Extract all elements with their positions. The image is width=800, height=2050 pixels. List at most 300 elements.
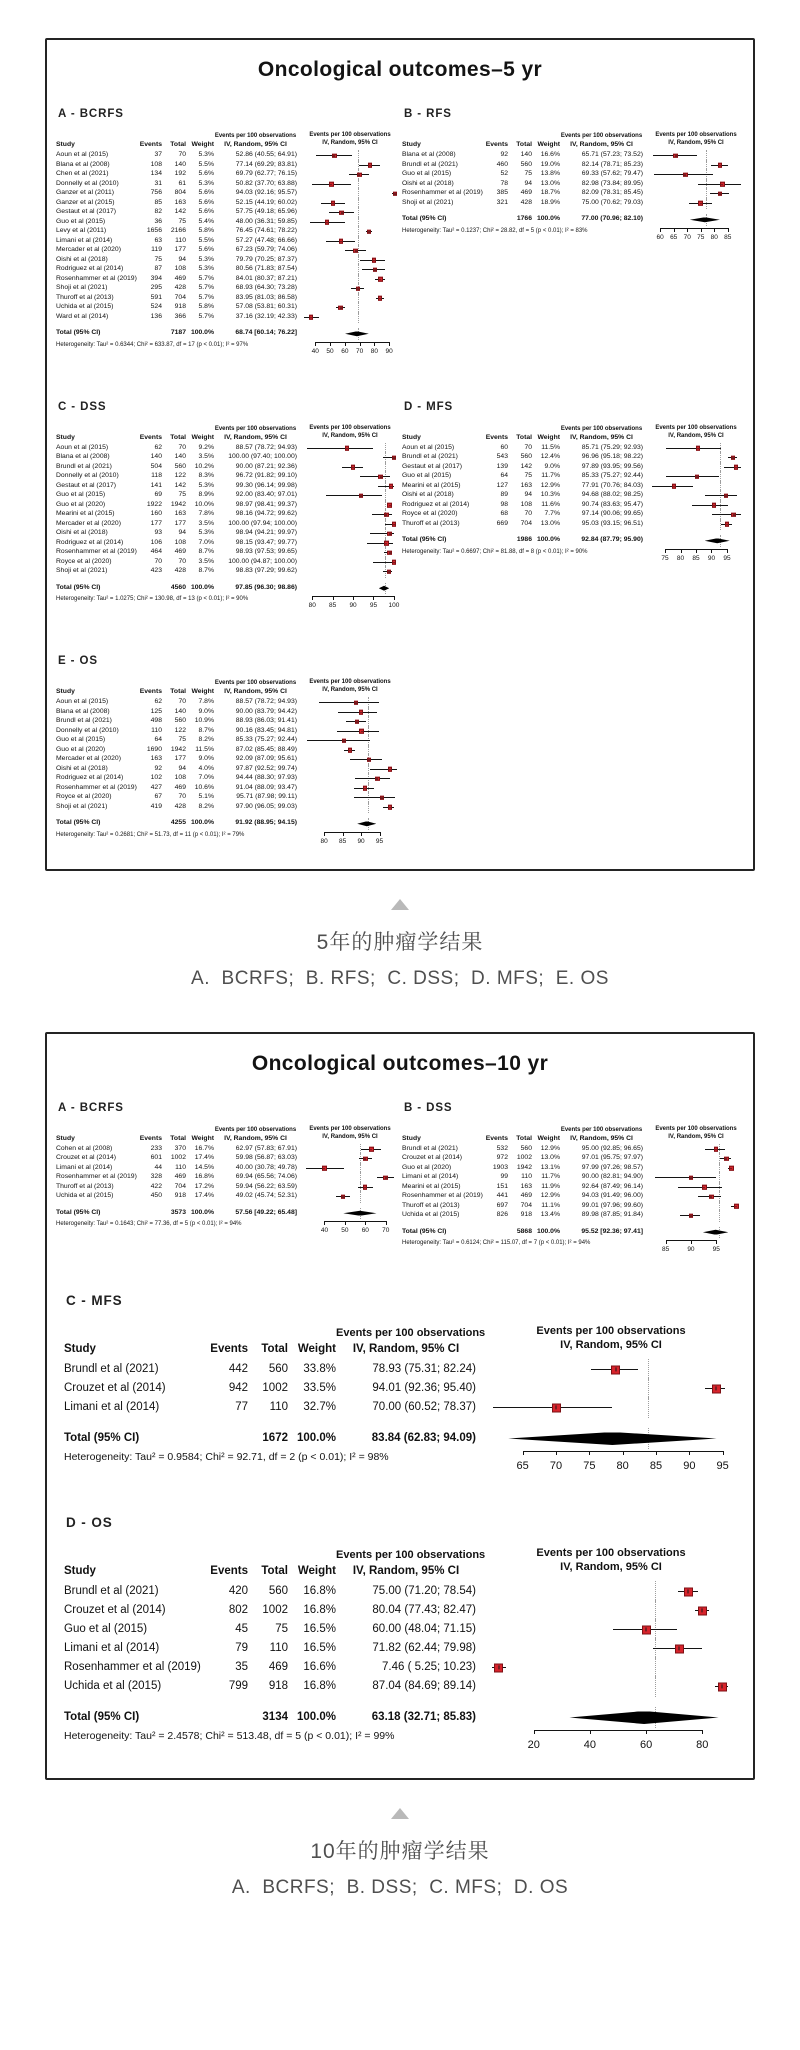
total-diamond (345, 331, 369, 336)
estimate-ci-text: 88.57 (78.72; 94.93) (235, 698, 297, 706)
forest-panel-mfs (402, 401, 744, 614)
x-axis-tick (373, 596, 374, 600)
total-value: 918 (268, 1679, 288, 1692)
study-row (402, 180, 744, 190)
effect-square (552, 1403, 561, 1412)
study-name: Limani et al (2014) (402, 1173, 459, 1181)
study-name: Aoun et al (2015) (56, 698, 109, 706)
weight-value: 9.2% (198, 443, 214, 451)
study-row (402, 1183, 744, 1193)
total-col-header: Total (261, 1343, 288, 1356)
total-row (64, 1708, 740, 1727)
ci-plot (302, 746, 398, 756)
x-axis-tick (714, 228, 715, 232)
effect-square (729, 1166, 734, 1171)
weight-col-header: Weight (297, 1565, 336, 1578)
ci-plot (302, 444, 398, 454)
ci-plot (648, 1183, 744, 1193)
events-value: 102 (150, 774, 162, 782)
ci-plot (302, 1173, 398, 1183)
caption-5yr-items: A. BCRFS; B. RFS; C. DSS; D. MFS; E. OS (191, 967, 609, 989)
heterogeneity-wrap (402, 549, 648, 555)
estimate-ci-text: 52.86 (40.55; 64.91) (235, 151, 297, 159)
estimate-ci-text: 71.82 (62.44; 79.98) (372, 1641, 476, 1654)
study-name: Rodriguez et al (2014) (402, 500, 470, 508)
study-row (402, 161, 744, 171)
study-row (56, 746, 398, 756)
weight-value: 12.9% (540, 481, 560, 489)
study-row (56, 736, 398, 746)
total-value: 142 (174, 481, 186, 489)
ci-plot (648, 161, 744, 171)
estimate-ci-text: 98.15 (93.47; 99.77) (235, 538, 297, 546)
x-axis-tick (324, 1221, 325, 1225)
panel-label: B - RFS (404, 108, 452, 120)
ci-plot (486, 1582, 736, 1601)
weight-value: 16.8% (303, 1679, 336, 1692)
weight-value: 10.9% (194, 717, 214, 725)
effect-square (695, 475, 700, 480)
x-axis-tick-label: 80 (676, 554, 685, 562)
effect-square (309, 315, 314, 320)
caption-triangle-icon (391, 1808, 409, 1819)
x-axis-tick (665, 549, 666, 553)
estimate-ci-text: 92.00 (83.40; 97.01) (235, 491, 297, 499)
study-name: Royce et al (2020) (56, 557, 112, 565)
events-value: 70 (154, 557, 162, 565)
effect-square (387, 551, 392, 556)
ci-line (354, 797, 395, 798)
estimate-ci-text: 98.94 (94.21; 99.97) (235, 529, 297, 537)
ci-col-header: IV, Random, 95% CI (570, 141, 633, 149)
total-value: 140 (174, 160, 186, 168)
ci-plot (302, 284, 398, 294)
total-value: 75 (524, 472, 532, 480)
estimate-ci-text: 80.04 (77.43; 82.47) (372, 1603, 476, 1616)
reference-line (655, 1657, 656, 1678)
effect-square (387, 570, 392, 575)
ci-col-header: IV, Random, 95% CI (224, 433, 287, 441)
events-value: 532 (496, 1144, 508, 1152)
ci-line (326, 495, 382, 496)
estimate-ci-text: 91.04 (88.09; 93.47) (235, 783, 297, 791)
x-axis-tick (623, 1451, 624, 1455)
study-name: Crouzet et al (2014) (64, 1381, 166, 1394)
study-row (64, 1677, 740, 1696)
events-value: 160 (150, 510, 162, 518)
weight-value: 13.0% (540, 519, 560, 527)
ci-diamond-plot (302, 819, 398, 829)
events-value: 87 (154, 265, 162, 273)
effect-square (338, 306, 343, 311)
estimate-ci-text: 62.97 (57.83; 67.91) (235, 1144, 297, 1152)
ci-plot (302, 463, 398, 473)
weight-value: 5.6% (198, 246, 214, 254)
study-name: Aoun et al (2015) (56, 443, 109, 451)
events-value: 295 (150, 284, 162, 292)
x-axis-tick (345, 1221, 346, 1225)
ci-line (367, 543, 393, 544)
effect-square (367, 758, 372, 763)
weight-col-header: Weight (191, 1134, 214, 1142)
ci-plot (302, 558, 398, 568)
ci-line (307, 740, 370, 741)
study-name: Guo et al (2015) (56, 736, 106, 744)
panel-footer (56, 596, 398, 613)
weight-value: 11.5% (195, 745, 214, 753)
ci-line (712, 514, 742, 515)
x-axis-tick-label: 40 (320, 1227, 329, 1234)
group-header-row (64, 1326, 740, 1340)
x-axis-tick-label: 70 (683, 233, 691, 241)
total-label: Total (95% CI) (56, 819, 101, 827)
total-value: 177 (174, 755, 186, 763)
total-weight: 100.0% (190, 583, 214, 591)
ci-plot (302, 256, 398, 266)
column-header-row (64, 1340, 740, 1360)
row-spacer (402, 529, 744, 536)
study-name: Crouzet et al (2014) (402, 1154, 463, 1162)
weight-value: 16.8% (303, 1603, 336, 1616)
events-per-100-header: Events per 100 observations (560, 1126, 643, 1133)
study-row (56, 510, 398, 520)
total-value: 560 (268, 1584, 288, 1597)
x-axis-tick-label: 100 (388, 602, 400, 609)
events-value: 93 (154, 529, 162, 537)
estimate-ci-text: 60.00 (48.04; 71.15) (372, 1622, 476, 1635)
x-axis-tick (365, 1221, 366, 1225)
total-value: 704 (174, 1182, 186, 1190)
total-weight: 100.0% (536, 1227, 560, 1235)
heterogeneity-wrap (64, 1730, 486, 1742)
estimate-ci-text: 57.75 (49.18; 65.96) (235, 208, 297, 216)
effect-square (363, 786, 368, 791)
estimate-ci-text: 99.30 (96.14; 99.98) (235, 481, 297, 489)
estimate-ci-text: 92.64 (87.49; 96.14) (581, 1182, 643, 1190)
forest-panel-os (64, 1515, 740, 1758)
study-col-header: Study (64, 1343, 96, 1356)
effect-square (356, 287, 361, 292)
ci-plot-col-header: IV, Random, 95% CI (560, 1561, 662, 1573)
total-value: 1942 (516, 1163, 532, 1171)
study-name: Aoun et al (2015) (402, 443, 455, 451)
estimate-ci-text: 94.44 (88.30; 97.93) (235, 774, 297, 782)
ci-plot (302, 548, 398, 558)
effect-square (734, 465, 739, 470)
estimate-ci-text: 84.01 (80.37; 87.21) (235, 274, 297, 282)
ci-plot (486, 1601, 736, 1620)
ci-line (724, 467, 741, 468)
study-row (64, 1639, 740, 1658)
ci-line (337, 731, 379, 732)
x-axis-tick (702, 1730, 703, 1734)
study-name: Guo et al (2020) (56, 745, 106, 753)
study-row (56, 1173, 398, 1183)
weight-value: 12.9% (540, 1144, 560, 1152)
study-name: Thuroff et al (2013) (56, 1182, 114, 1190)
x-axis-tick-label: 80 (308, 602, 316, 609)
total-value: 110 (269, 1641, 288, 1654)
heterogeneity-text: Heterogeneity: Tau² = 0.6344; Chi² = 633.87, df = 17 (p < 0.01); I² = 97% (56, 341, 249, 348)
total-weight: 100.0% (190, 819, 214, 827)
total-value: 110 (175, 1163, 186, 1171)
total-value: 560 (268, 1362, 288, 1375)
total-value: 192 (174, 170, 186, 178)
total-value: 140 (520, 151, 532, 159)
estimate-ci-text: 69.33 (57.62; 79.47) (581, 170, 643, 178)
heterogeneity-wrap (402, 1240, 648, 1246)
total-value: 560 (520, 453, 532, 461)
x-axis (302, 1221, 398, 1238)
x-axis-tick (691, 1240, 692, 1244)
ci-plot (302, 793, 398, 803)
total-value: 560 (520, 1144, 532, 1152)
events-per-100-header: Events per 100 observations (655, 424, 737, 431)
ci-plot (648, 1173, 744, 1183)
events-col-header: Events (485, 433, 508, 441)
weight-value: 5.6% (198, 208, 214, 216)
ci-plot (302, 765, 398, 775)
x-axis-tick-label: 40 (583, 1739, 597, 1751)
total-value: 108 (174, 538, 186, 546)
total-value: 70 (178, 698, 186, 706)
x-axis-tick (727, 549, 728, 553)
events-value: 460 (496, 160, 508, 168)
total-value: 163 (520, 481, 532, 489)
study-name: Guo et al (2020) (402, 1163, 452, 1171)
weight-value: 14.5% (194, 1163, 214, 1171)
x-axis-tick (343, 832, 344, 836)
x-axis-tick (716, 1240, 717, 1244)
x-axis-tick-label: 90 (385, 347, 393, 355)
study-name: Chen et al (2021) (56, 170, 109, 178)
study-col-header: Study (56, 433, 75, 441)
heterogeneity-text: Heterogeneity: Tau² = 1.0275; Chi² = 130.98, df = 13 (p < 0.01); I² = 90% (56, 596, 249, 602)
total-weight: 100.0% (536, 536, 560, 544)
weight-value: 10.6% (194, 783, 214, 791)
study-row (56, 199, 398, 209)
study-name: Gestaut et al (2017) (56, 481, 117, 489)
study-name: Oishi et al (2018) (56, 255, 108, 263)
study-row (402, 189, 744, 199)
study-name: Uchida et al (2015) (56, 1192, 114, 1200)
events-col-header: Events (485, 1134, 508, 1142)
ci-col-header: IV, Random, 95% CI (352, 1343, 460, 1356)
total-estimate-ci-text: 77.00 (70.96; 82.10) (581, 215, 643, 223)
study-name: Cohen et al (2008) (56, 1144, 113, 1152)
reference-line (358, 312, 359, 324)
ci-plot (486, 1639, 736, 1658)
ci-plot (302, 1154, 398, 1164)
total-value: 94 (178, 255, 186, 263)
total-label: Total (95% CI) (402, 1227, 447, 1235)
total-value: 370 (174, 1144, 186, 1152)
effect-square (339, 239, 344, 244)
effect-square (369, 1147, 374, 1152)
events-per-100-header: Events per 100 observations (309, 132, 391, 138)
total-value: 560 (174, 717, 186, 725)
total-value: 469 (520, 1192, 532, 1200)
events-value: 119 (151, 246, 162, 254)
study-col-header: Study (56, 1134, 75, 1142)
estimate-ci-text: 94.68 (88.02; 98.25) (581, 491, 643, 499)
total-estimate-ci-text: 97.85 (96.30; 98.86) (235, 583, 297, 591)
x-axis-tick (330, 342, 331, 346)
study-row (56, 698, 398, 708)
study-row (56, 170, 398, 180)
total-n: 5868 (516, 1227, 532, 1235)
estimate-ci-text: 65.71 (57.23; 73.52) (581, 151, 643, 159)
total-value: 469 (174, 274, 186, 282)
ci-diamond-plot (302, 584, 398, 594)
effect-square (642, 1625, 651, 1634)
total-value: 1942 (170, 500, 186, 508)
ci-diamond-plot (648, 215, 744, 225)
estimate-ci-text: 100.00 (97.40; 100.00) (228, 453, 297, 461)
study-name: Donnelly et al (2010) (56, 472, 119, 480)
events-col-header: Events (485, 141, 508, 149)
ci-plot (648, 170, 744, 180)
weight-value: 9.0% (544, 462, 560, 470)
study-name: Crouzet et al (2014) (64, 1603, 166, 1616)
total-estimate-ci-text: 83.84 (62.83; 94.09) (371, 1431, 476, 1444)
effect-square (332, 154, 337, 159)
study-row (64, 1398, 740, 1417)
panel-label: C - DSS (58, 400, 107, 413)
estimate-ci-text: 78.93 (75.31; 82.24) (372, 1362, 476, 1375)
events-value: 78 (500, 179, 508, 187)
x-axis-tick (723, 1451, 724, 1455)
weight-value: 5.6% (198, 170, 214, 178)
weight-value: 5.3% (198, 481, 214, 489)
weight-value: 5.3% (198, 151, 214, 159)
forest-panel-bcrfs (56, 1102, 398, 1258)
events-col-header: Events (139, 688, 162, 696)
ci-plot (648, 1211, 744, 1221)
weight-value: 16.7% (194, 1144, 214, 1152)
total-value: 1002 (262, 1603, 288, 1616)
ci-line (370, 769, 397, 770)
events-value: 108 (150, 160, 162, 168)
panel-label: D - OS (66, 1515, 113, 1530)
study-name: Royce et al (2020) (56, 793, 112, 801)
ci-plot (302, 1164, 398, 1174)
page (0, 38, 800, 1899)
effect-square (718, 163, 723, 168)
ci-plot (302, 539, 398, 549)
x-axis (486, 1451, 736, 1479)
estimate-ci-text: 85.33 (75.27; 92.44) (581, 472, 643, 480)
total-value: 428 (174, 802, 186, 810)
estimate-ci-text: 77.91 (70.76; 84.03) (581, 481, 643, 489)
total-col-header: Total (516, 433, 532, 441)
study-row (402, 520, 744, 530)
effect-square (672, 484, 677, 489)
ci-plot (486, 1379, 736, 1398)
study-name: Thuroff et al (2013) (402, 1201, 460, 1209)
x-axis-tick-label: 80 (710, 233, 718, 241)
study-name: Brundl et al (2021) (402, 1144, 458, 1152)
total-value: 94 (178, 529, 186, 537)
estimate-ci-text: 87.02 (85.45; 88.49) (235, 745, 297, 753)
events-value: 139 (496, 462, 508, 470)
ci-diamond-plot (302, 1209, 398, 1219)
weight-value: 8.7% (198, 567, 214, 575)
weight-value: 4.0% (198, 764, 214, 772)
weight-value: 13.0% (540, 179, 560, 187)
x-axis-tick (360, 342, 361, 346)
effect-square (339, 211, 344, 216)
ci-plot (302, 774, 398, 784)
total-value: 142 (520, 462, 532, 470)
events-value: 79 (235, 1641, 248, 1654)
ci-plot (648, 1154, 744, 1164)
events-per-100-header: Events per 100 observations (560, 425, 643, 432)
estimate-ci-text: 100.00 (97.94; 100.00) (228, 519, 297, 527)
ci-col-header: IV, Random, 95% CI (570, 1134, 633, 1142)
x-axis-tick (374, 342, 375, 346)
study-name: Mearini et al (2015) (402, 1182, 461, 1190)
ci-plot (302, 275, 398, 285)
estimate-ci-text: 97.14 (90.06; 99.65) (581, 510, 643, 518)
ci-plot (648, 151, 744, 161)
forest-panel-mfs (64, 1293, 740, 1479)
effect-square (342, 739, 347, 744)
x-axis-tick (380, 832, 381, 836)
x-axis (648, 228, 744, 245)
effect-square (331, 201, 336, 206)
total-value: 704 (174, 293, 186, 301)
ci-plot (302, 1192, 398, 1202)
estimate-ci-text: 80.56 (71.83; 87.54) (235, 265, 297, 273)
study-name: Blana et al (2008) (56, 160, 110, 168)
weight-value: 3.5% (198, 519, 214, 527)
x-axis (648, 549, 744, 566)
estimate-ci-text: 96.96 (95.18; 98.22) (581, 453, 643, 461)
effect-square (714, 1147, 719, 1152)
x-axis-tick-label: 90 (707, 554, 716, 562)
total-row (64, 1429, 740, 1448)
events-col-header: Events (139, 433, 162, 441)
weight-value: 5.6% (198, 198, 214, 206)
row-spacer (56, 577, 398, 584)
effect-square (363, 1185, 368, 1190)
panel-label: B - DSS (404, 1101, 453, 1114)
study-name: Oishi et al (2018) (56, 764, 108, 772)
total-value: 75 (178, 736, 186, 744)
panel-footer (402, 1240, 744, 1257)
column-header-row (402, 140, 744, 151)
events-value: 37 (154, 151, 162, 159)
ci-plot (648, 1192, 744, 1202)
total-value: 75 (524, 170, 532, 178)
total-row (56, 329, 398, 339)
total-value: 2166 (170, 227, 186, 235)
weight-value: 16.5% (303, 1622, 336, 1635)
study-name: Royce et al (2020) (402, 510, 458, 518)
study-row (56, 501, 398, 511)
total-diamond (357, 821, 376, 826)
weight-value: 16.6% (540, 151, 560, 159)
weight-value: 5.7% (198, 293, 214, 301)
weight-value: 5.5% (198, 160, 214, 168)
events-value: 92 (500, 151, 508, 159)
study-name: Guo et al (2015) (402, 170, 452, 178)
events-value: 233 (150, 1144, 162, 1152)
study-row (56, 491, 398, 501)
panel-label: A - BCRFS (58, 108, 124, 120)
estimate-ci-text: 95.03 (93.15; 96.51) (581, 519, 643, 527)
